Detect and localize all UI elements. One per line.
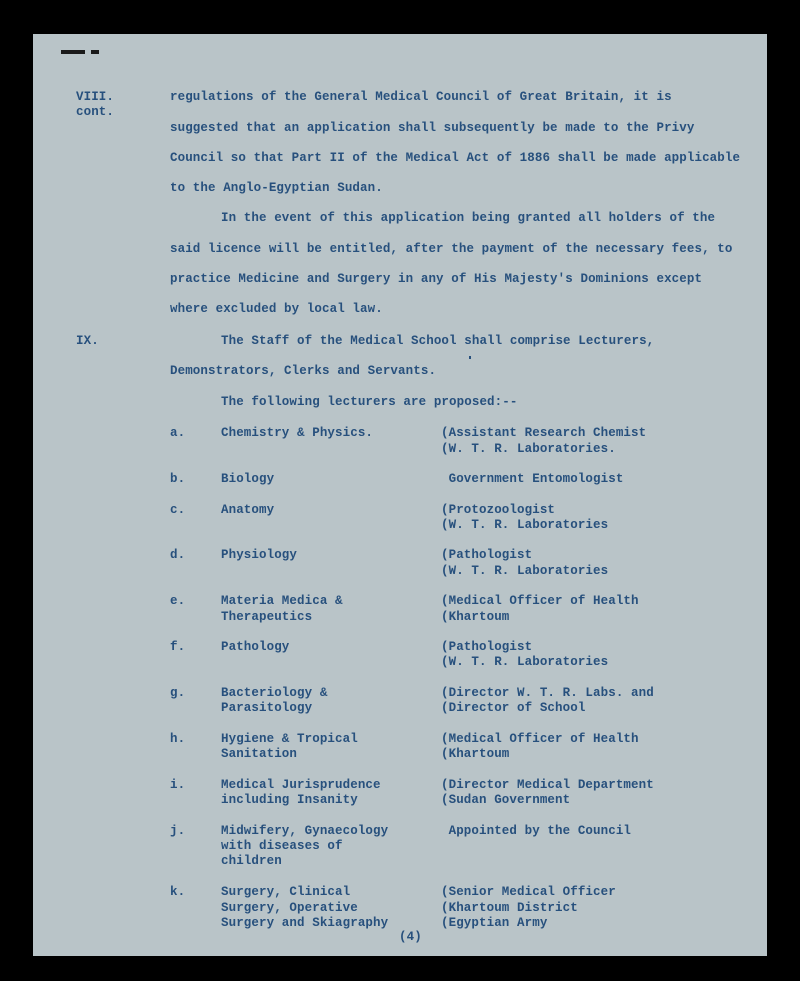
lecturer-officer: (Medical Officer of Health <box>441 732 639 746</box>
lecturer-subject: Therapeutics <box>221 610 313 624</box>
section-ix-label: IX. <box>76 334 99 348</box>
page-number: (4) <box>399 930 422 944</box>
lecturer-officer: (W. T. R. Laboratories <box>441 655 609 669</box>
lecturer-subject: Chemistry & Physics. <box>221 426 374 440</box>
viii-line-8: where excluded by local law. <box>170 302 383 316</box>
lecturer-subject: Parasitology <box>221 701 313 715</box>
lecturer-officer: Appointed by the Council <box>441 824 632 838</box>
lecturer-officer: (Khartoum <box>441 747 510 761</box>
lecturer-subject: Hygiene & Tropical <box>221 732 358 746</box>
lecturer-officer: (W. T. R. Laboratories. <box>441 442 616 456</box>
section-viii-cont: cont. <box>76 105 115 119</box>
lecturer-letter: b. <box>170 472 186 486</box>
lecturer-letter: h. <box>170 732 186 746</box>
lecturer-letter: k. <box>170 885 186 899</box>
lecturer-officer: Government Entomologist <box>441 472 624 486</box>
lecturer-subject: children <box>221 854 282 868</box>
lecturer-officer: (W. T. R. Laboratories <box>441 518 609 532</box>
lecturer-letter: d. <box>170 548 186 562</box>
ink-dash-mark <box>61 49 101 55</box>
viii-line-4: to the Anglo-Egyptian Sudan. <box>170 181 383 195</box>
lecturer-officer: (Director W. T. R. Labs. and <box>441 686 654 700</box>
lecturer-officer: (Egyptian Army <box>441 916 548 930</box>
lecturer-letter: f. <box>170 640 186 654</box>
lecturer-subject: Sanitation <box>221 747 298 761</box>
viii-line-5: In the event of this application being granted all holders of the <box>221 211 716 225</box>
lecturer-subject: with diseases of <box>221 839 343 853</box>
lecturer-officer: (Khartoum District <box>441 901 578 915</box>
lecturer-officer: (Senior Medical Officer <box>441 885 616 899</box>
lecturer-officer: (Pathologist <box>441 548 533 562</box>
lecturer-officer: (Assistant Research Chemist <box>441 426 647 440</box>
viii-line-7: practice Medicine and Surgery in any of His Majesty's Dominions except <box>170 272 703 286</box>
lecturer-subject: Anatomy <box>221 503 275 517</box>
lecturer-officer: (Pathologist <box>441 640 533 654</box>
lecturer-officer: (Director of School <box>441 701 586 715</box>
lecturer-letter: g. <box>170 686 186 700</box>
lecturer-subject: Materia Medica & <box>221 594 343 608</box>
lecturer-subject: Pathology <box>221 640 290 654</box>
lecturer-letter: a. <box>170 426 186 440</box>
lecturer-officer: (Sudan Government <box>441 793 571 807</box>
lecturer-subject: Physiology <box>221 548 298 562</box>
lecturer-subject: Surgery, Operative <box>221 901 358 915</box>
viii-line-1: regulations of the General Medical Council of Great Britain, it is <box>170 90 672 104</box>
lecturer-subject: Surgery, Clinical <box>221 885 351 899</box>
lecturer-letter: i. <box>170 778 186 792</box>
lecturer-officer: (Director Medical Department <box>441 778 654 792</box>
lecturer-subject: Surgery and Skiagraphy <box>221 916 389 930</box>
viii-line-2: suggested that an application shall subsequently be made to the Privy <box>170 121 695 135</box>
viii-line-6: said licence will be entitled, after the payment of the necessary fees, to <box>170 242 733 256</box>
viii-line-3: Council so that Part II of the Medical Act of 1886 shall be made applicable <box>170 151 741 165</box>
lecturer-officer: (Khartoum <box>441 610 510 624</box>
ix-line-2: Demonstrators, Clerks and Servants. <box>170 364 437 378</box>
ink-speck <box>469 356 471 359</box>
lecturer-officer: (W. T. R. Laboratories <box>441 564 609 578</box>
lecturer-letter: c. <box>170 503 186 517</box>
ix-line-1: The Staff of the Medical School shall comprise Lecturers, <box>221 334 655 348</box>
lecturer-subject: Biology <box>221 472 275 486</box>
ix-line-3: The following lecturers are proposed:-- <box>221 395 518 409</box>
lecturer-officer: (Medical Officer of Health <box>441 594 639 608</box>
lecturer-letter: j. <box>170 824 186 838</box>
lecturer-letter: e. <box>170 594 186 608</box>
lecturer-subject: Bacteriology & <box>221 686 328 700</box>
lecturer-subject: Midwifery, Gynaecology <box>221 824 389 838</box>
section-viii-label: VIII. <box>76 90 115 104</box>
lecturer-subject: including Insanity <box>221 793 358 807</box>
lecturer-officer: (Protozoologist <box>441 503 556 517</box>
document-page <box>33 34 767 956</box>
lecturer-subject: Medical Jurisprudence <box>221 778 381 792</box>
